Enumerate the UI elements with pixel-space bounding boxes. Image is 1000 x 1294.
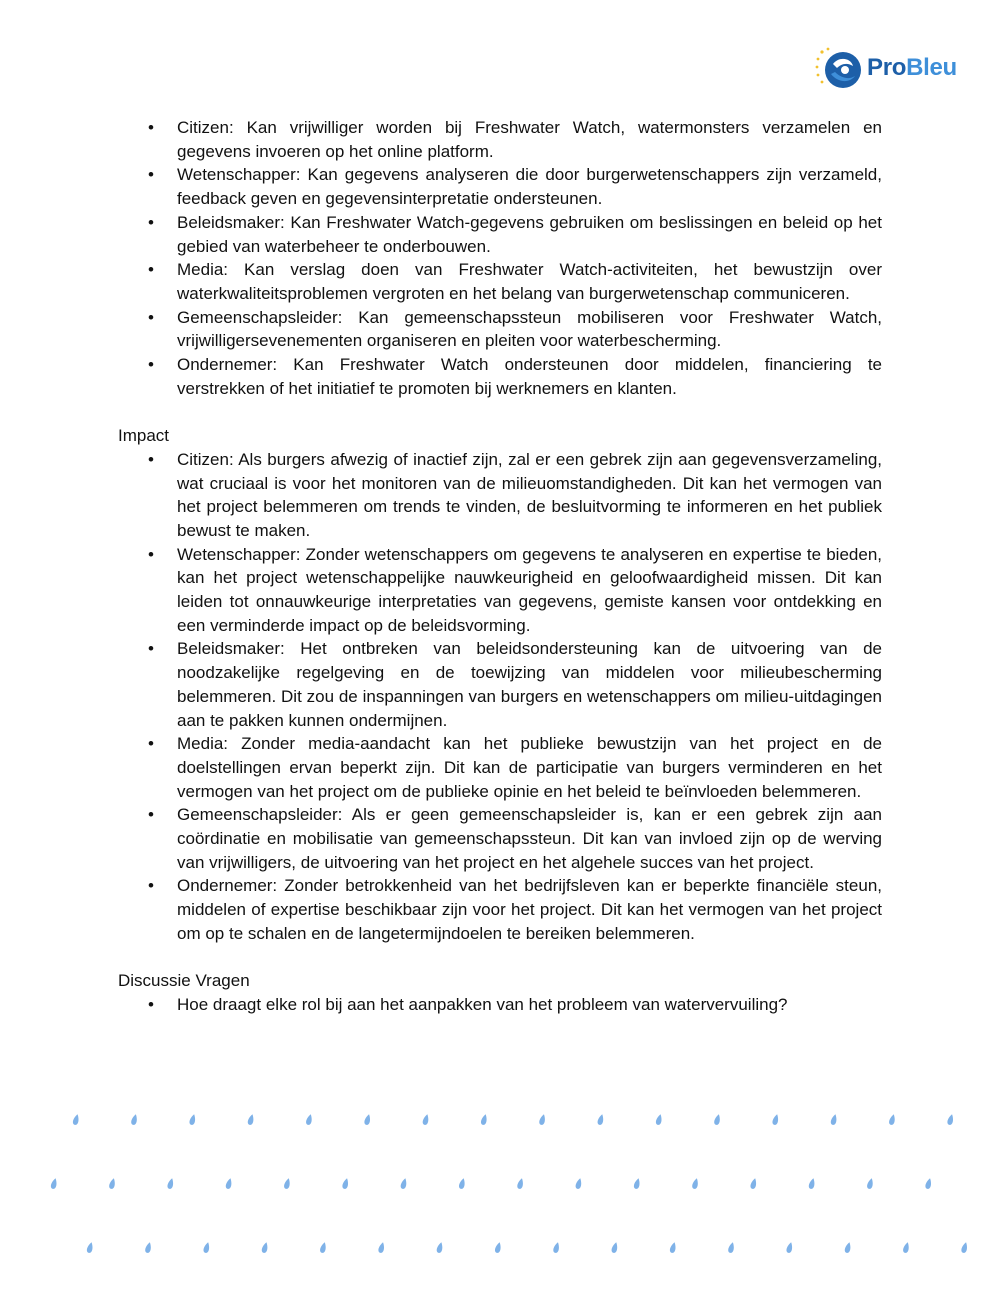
- list-item: [118, 732, 882, 803]
- bullet-icon: •: [148, 355, 154, 375]
- logo-text-pro: Pro: [867, 54, 907, 81]
- water-drop-icon: [247, 1114, 255, 1126]
- list-item: [118, 306, 882, 353]
- water-drop-icon: [144, 1242, 152, 1254]
- list-item-text: Wetenschapper: Zonder wetenschappers om gegevens te analyseren en expertise te bieden, kan het project wetenschappelijke nauwkeurigheid en geloofwaardigheid missen. Dit kan leiden tot onnauwkeurige interpretaties van gegevens, gemiste kansen voor ontdekking en een verminderde impact op de beleidsvorming.: [177, 544, 882, 635]
- list-item: [118, 211, 882, 258]
- bullet-icon: •: [148, 876, 154, 896]
- water-drop-icon: [575, 1178, 583, 1190]
- water-drop-icon: [305, 1114, 313, 1126]
- bullet-icon: •: [148, 994, 154, 1014]
- water-drop-icon: [727, 1242, 735, 1254]
- water-drop-icon: [633, 1178, 641, 1190]
- water-drops-decoration: [0, 1100, 1000, 1294]
- water-drop-icon: [283, 1178, 291, 1190]
- list-item: [118, 803, 882, 874]
- list-item-text: Gemeenschapsleider: Kan gemeenschapssteun mobiliseren voor Freshwater Watch, vrijwilligersevenementen organiseren en pleiten voor waterbescherming.: [177, 307, 882, 351]
- water-drop-icon: [364, 1114, 372, 1126]
- water-drop-icon: [319, 1242, 327, 1254]
- bullet-icon: •: [148, 805, 154, 825]
- list-item: [118, 543, 882, 638]
- water-drop-icon: [72, 1114, 80, 1126]
- logo-text-bleu: Bleu: [906, 54, 957, 81]
- list-item-text: Media: Zonder media-aandacht kan het publieke bewustzijn van het project en de doelstellingen ervan beperkt zijn. Dit kan de participatie van burgers verminderen en het vermogen van het project om de publieke opinie en het beleid te beïnvloeden belemmeren.: [177, 734, 882, 801]
- list-item-text: Ondernemer: Kan Freshwater Watch ondersteunen door middelen, financiering te verstrekken of het initiatief te promoten bij werknemers en klanten.: [177, 355, 882, 398]
- water-drop-icon: [225, 1178, 233, 1190]
- water-drop-icon: [611, 1242, 619, 1254]
- water-drop-icon: [458, 1178, 466, 1190]
- logo-wordmark: [867, 54, 957, 82]
- impact-list: [118, 448, 882, 946]
- water-drop-icon: [830, 1114, 838, 1126]
- water-drop-icon: [902, 1242, 910, 1254]
- probleu-logo: [815, 46, 975, 92]
- water-drop-icon: [655, 1114, 663, 1126]
- bullet-icon: •: [148, 260, 154, 280]
- water-drop-icon: [866, 1178, 874, 1190]
- list-item-text: Wetenschapper: Kan gegevens analyseren die door burgerwetenschappers zijn verzameld, feedback geven en gegevensinterpretatie ondersteunen.: [177, 165, 882, 209]
- discussion-heading: Discussie Vragen: [118, 971, 250, 991]
- bullet-icon: •: [148, 544, 154, 564]
- water-drop-icon: [539, 1114, 547, 1126]
- water-drop-icon: [50, 1178, 58, 1190]
- list-item-text: Ondernemer: Zonder betrokkenheid van het bedrijfsleven kan er beperkte financiële steun, middelen of expertise beschikbaar zijn voor het project. Dit kan het vermogen van het project om op te schalen en de langetermijndoelen te bereiken belemmeren.: [177, 876, 882, 943]
- water-drop-icon: [189, 1114, 197, 1126]
- water-drop-icon: [961, 1242, 969, 1254]
- list-item: [118, 993, 882, 1017]
- water-drop-icon: [597, 1114, 605, 1126]
- water-drop-icon: [786, 1242, 794, 1254]
- probleu-logo-icon: [815, 46, 863, 92]
- water-drop-icon: [808, 1178, 816, 1190]
- list-item: [118, 637, 882, 732]
- list-item-text: Citizen: Kan vrijwilliger worden bij Freshwater Watch, watermonsters verzamelen en gegevens invoeren op het online platform.: [177, 118, 882, 161]
- water-drop-icon: [422, 1114, 430, 1126]
- water-drop-icon: [494, 1242, 502, 1254]
- bullet-icon: •: [148, 449, 154, 469]
- list-item: [118, 448, 882, 543]
- bullet-icon: •: [148, 118, 154, 137]
- water-drop-icon: [436, 1242, 444, 1254]
- water-drop-icon: [108, 1178, 116, 1190]
- water-drop-icon: [691, 1178, 699, 1190]
- water-drop-icon: [167, 1178, 175, 1190]
- water-drop-icon: [925, 1178, 933, 1190]
- document-body: [118, 116, 882, 1017]
- water-drop-icon: [517, 1178, 525, 1190]
- water-drop-icon: [86, 1242, 94, 1254]
- list-item-text: Citizen: Als burgers afwezig of inactief zijn, zal er een gebrek zijn aan gegevensverzameling, wat cruciaal is voor het monitoren van de milieuomstandigheden. Dit kan het vermogen van het project belemmeren om trends te vinden, de besluitvorming te informeren en het publiek bewust te maken.: [177, 449, 882, 540]
- water-drop-icon: [669, 1242, 677, 1254]
- list-item: [118, 163, 882, 210]
- bullet-icon: •: [148, 639, 154, 659]
- bullet-icon: •: [148, 734, 154, 754]
- list-item-text: Hoe draagt elke rol bij aan het aanpakken van het probleem van watervervuiling?: [177, 994, 788, 1014]
- water-drop-icon: [130, 1114, 138, 1126]
- bullet-icon: •: [148, 212, 154, 232]
- bullet-icon: •: [148, 307, 154, 327]
- water-drop-icon: [713, 1114, 721, 1126]
- list-item: [118, 116, 882, 163]
- impact-heading: Impact: [118, 426, 170, 446]
- discussion-list: [118, 993, 882, 1017]
- bullet-icon: •: [148, 165, 154, 185]
- list-item: [118, 258, 882, 305]
- list-item-text: Media: Kan verslag doen van Freshwater Watch-activiteiten, het bewustzijn over waterkwaliteitsproblemen vergroten en het belang van burgerwetenschap communiceren.: [177, 260, 882, 303]
- list-item-text: Beleidsmaker: Kan Freshwater Watch-gegevens gebruiken om beslissingen en beleid op het gebied van waterbeheer te onderbouwen.: [177, 212, 882, 256]
- water-drop-icon: [772, 1114, 780, 1126]
- water-drop-icon: [750, 1178, 758, 1190]
- list-item: [118, 874, 882, 945]
- list-item: [118, 353, 882, 400]
- water-drop-icon: [400, 1178, 408, 1190]
- list-item-text: Beleidsmaker: Het ontbreken van beleidsondersteuning kan de uitvoering van de noodzakelijke regelgeving en de toewijzing van middelen voor milieubescherming belemmeren. Dit zou de inspanningen van burgers en wetenschappers om milieu-uitdagingen aan te pakken kunnen ondermijnen.: [177, 639, 882, 730]
- water-drop-icon: [342, 1178, 350, 1190]
- water-drop-icon: [480, 1114, 488, 1126]
- water-drop-icon: [844, 1242, 852, 1254]
- water-drop-icon: [203, 1242, 211, 1254]
- water-drop-icon: [947, 1114, 955, 1126]
- roles-list: [118, 116, 882, 400]
- water-drop-icon: [888, 1114, 896, 1126]
- water-drop-icon: [553, 1242, 561, 1254]
- list-item-text: Gemeenschapsleider: Als er geen gemeenschapsleider is, kan er een gebrek zijn aan coördinatie en mobilisatie van gemeenschapssteun. Dit kan van invloed zijn op de werving van vrijwilligers, de uitvoering van het project en het algehele succes van het project.: [177, 805, 882, 872]
- water-drop-icon: [261, 1242, 269, 1254]
- water-drop-icon: [378, 1242, 386, 1254]
